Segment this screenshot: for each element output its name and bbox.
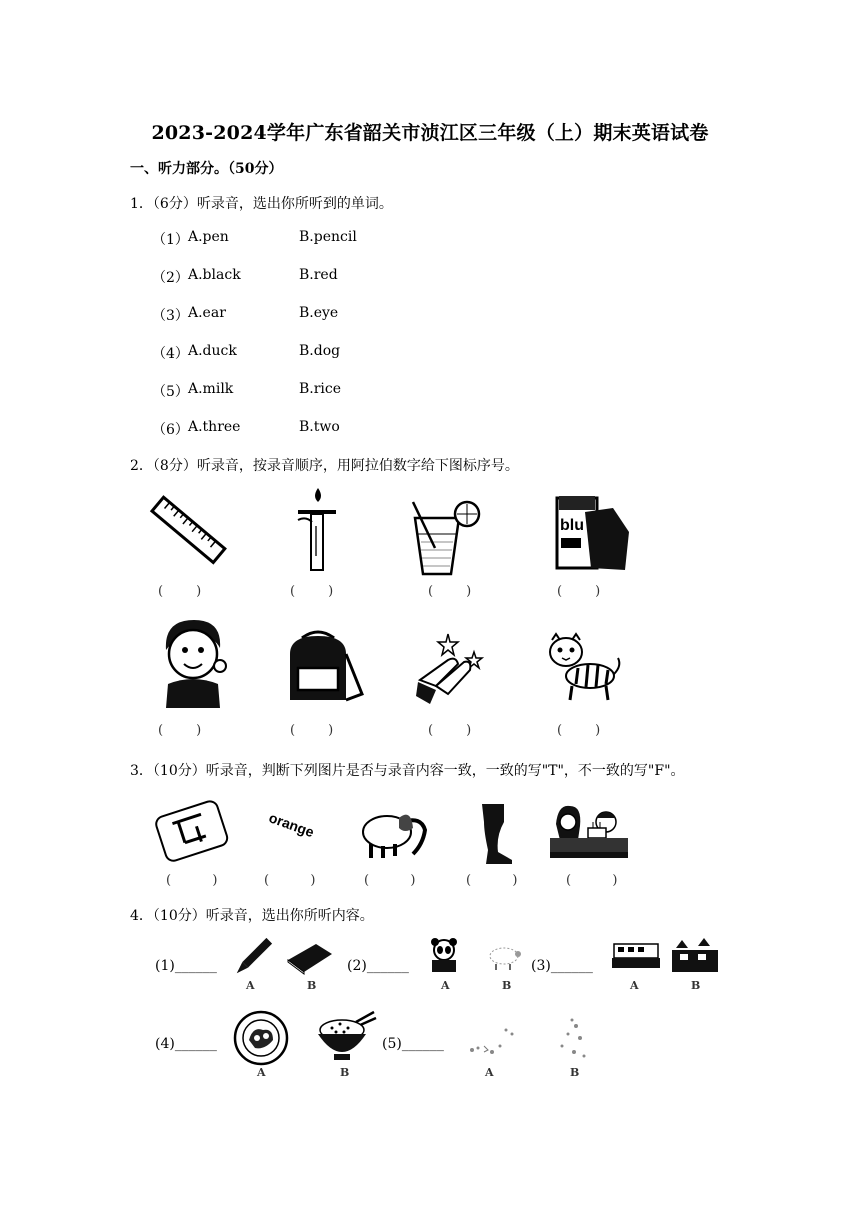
q1-option-b[interactable]: B.eye: [299, 305, 339, 321]
q3-stem: 3．（10分）听录音，判断下列图片是否与录音内容一致，一致的写"T"，不一致的写"F"。: [130, 763, 685, 779]
option-label-a: A: [441, 979, 450, 992]
boy-icon: [158, 614, 228, 710]
elephant-icon: [355, 804, 431, 860]
pen-icon: [232, 936, 274, 978]
q1-item-num: （3）: [152, 308, 189, 324]
answer-blank[interactable]: ( ): [264, 873, 316, 888]
q1-option-a[interactable]: A.three: [188, 419, 241, 435]
answer-blank[interactable]: ( ): [557, 723, 601, 738]
option-label-a: A: [485, 1066, 494, 1079]
page-title: 2023-2024学年广东省韶关市浈江区三年级（上）期末英语试卷: [151, 122, 709, 144]
option-label-b: B: [340, 1066, 350, 1079]
q1-item-num: （5）: [152, 384, 189, 400]
paint-bag-icon: [555, 492, 635, 574]
q1-option-b[interactable]: B.pencil: [299, 229, 357, 245]
clap-icon: [414, 630, 490, 706]
answer-blank[interactable]: ( ): [428, 723, 472, 738]
q4-blank-4[interactable]: (4)______: [155, 1036, 217, 1052]
q4-blank-1[interactable]: (1)______: [155, 958, 217, 974]
answer-blank[interactable]: ( ): [566, 873, 618, 888]
q4-blank-2[interactable]: (2)______: [347, 958, 409, 974]
q1-option-a[interactable]: A.ear: [188, 305, 226, 321]
answer-blank[interactable]: ( ): [166, 873, 218, 888]
juice-icon: [405, 498, 483, 578]
answer-blank[interactable]: ( ): [364, 873, 416, 888]
panda-icon: [428, 938, 460, 974]
q1-option-b[interactable]: B.dog: [299, 343, 341, 359]
answer-blank[interactable]: ( ): [428, 584, 472, 599]
section-heading: 一、听力部分。（50分）: [130, 161, 283, 177]
option-label-b: B: [570, 1066, 580, 1079]
q1-option-b[interactable]: B.rice: [299, 381, 342, 397]
scene-icon: [672, 936, 718, 972]
answer-blank[interactable]: ( ): [290, 723, 334, 738]
q4-blank-5[interactable]: (5)______: [382, 1036, 444, 1052]
faint-picture-b-icon: [550, 1016, 596, 1064]
option-label-b: B: [691, 979, 701, 992]
q1-option-a[interactable]: A.pen: [188, 229, 229, 245]
sheep-icon: [484, 944, 524, 972]
q1-item-num: （6）: [152, 422, 189, 438]
option-label-b: B: [502, 979, 512, 992]
option-label-b: B: [307, 979, 317, 992]
answer-blank[interactable]: ( ): [290, 584, 334, 599]
faint-picture-a-icon: [466, 1026, 518, 1060]
backpack-icon: [284, 628, 364, 704]
q1-item-num: （4）: [152, 346, 189, 362]
plate-icon: [233, 1010, 289, 1066]
answer-blank[interactable]: ( ): [158, 723, 202, 738]
orange-word-icon: orange: [266, 809, 317, 841]
option-label-a: A: [257, 1066, 266, 1079]
q1-option-a[interactable]: A.black: [188, 267, 241, 283]
q1-item-num: （2）: [152, 270, 189, 286]
leg-icon: [476, 802, 520, 866]
option-label-a: A: [246, 979, 255, 992]
option-label-a: A: [630, 979, 639, 992]
book-icon: [286, 940, 334, 976]
q1-option-b[interactable]: B.two: [299, 419, 340, 435]
train-icon: [612, 940, 660, 970]
q1-stem: 1．（6分）听录音，选出你所听到的单词。: [130, 196, 393, 212]
tiger-icon: [548, 630, 622, 702]
answer-blank[interactable]: ( ): [557, 584, 601, 599]
answer-blank[interactable]: ( ): [466, 873, 518, 888]
q1-option-b[interactable]: B.red: [299, 267, 338, 283]
rice-bowl-icon: [314, 1010, 376, 1062]
kids-cake-icon: [548, 800, 630, 862]
q1-item-num: （1）: [152, 232, 189, 248]
q1-option-a[interactable]: A.milk: [188, 381, 234, 397]
svg-text:blu: blu: [560, 517, 584, 534]
q4-blank-3[interactable]: (3)______: [531, 958, 593, 974]
q4-stem: 4．（10分）听录音，选出你所听内容。: [130, 908, 374, 924]
pencil-box-icon: [152, 796, 232, 868]
q1-option-a[interactable]: A.duck: [188, 343, 237, 359]
q2-stem: 2．（8分）听录音，按录音顺序，用阿拉伯数字给下图标序号。: [130, 458, 519, 474]
answer-blank[interactable]: ( ): [158, 584, 202, 599]
candle-icon: [292, 486, 342, 574]
ruler-icon: [150, 492, 224, 568]
